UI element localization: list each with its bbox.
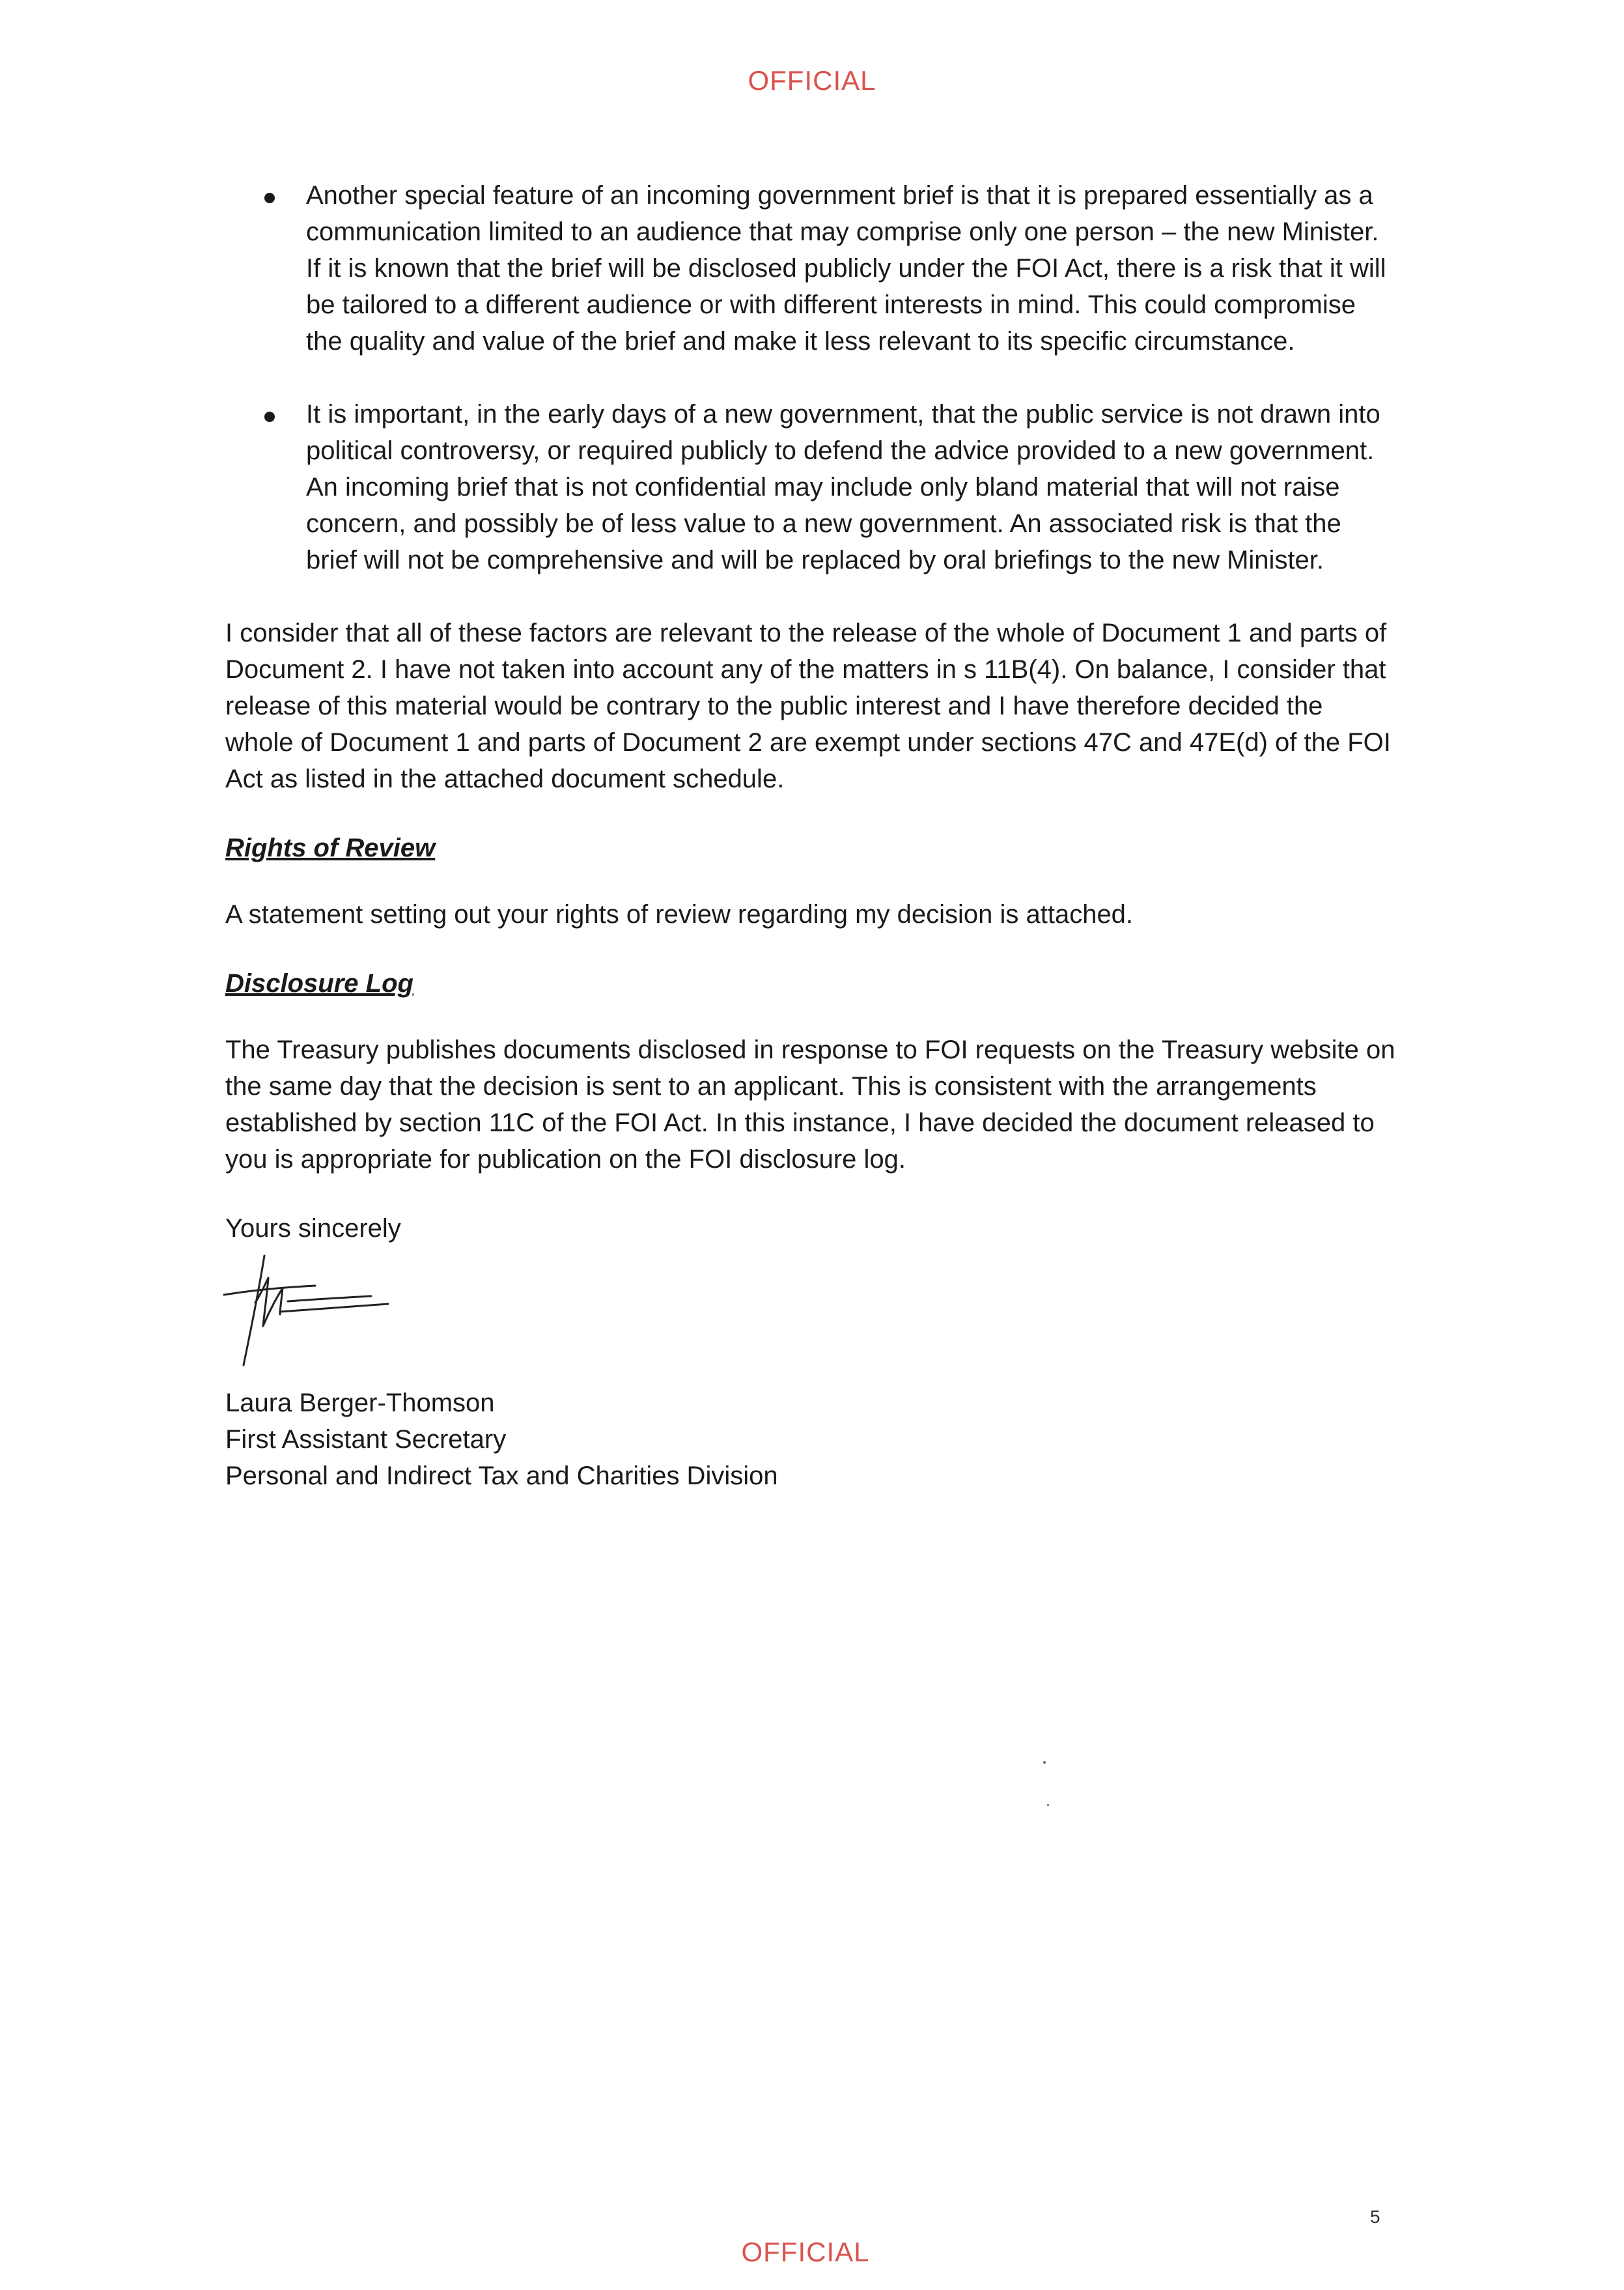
disclosure-log-paragraph: The Treasury publishes documents disclosed in response to FOI requests on the Treasury website on the same day that the decision is sent to an applicant. This is consistent with the arrangements established by section 11C of the FOI Act. In this instance, I have decided the document released to you is appropriate for publication on the FOI disclosure log. [225,1036,1395,1174]
bullet-item [225,396,1397,578]
signatory-division: Personal and Indirect Tax and Charities Division [225,1462,778,1490]
security-marking-footer: OFFICIAL [741,2237,870,2267]
security-marking-header: OFFICIAL [748,65,876,96]
bullet-dot-icon [264,193,275,203]
bullet-item [225,177,1397,360]
bullet-text: Another special feature of an incoming government brief is that it is prepared essentially as a communication limited to an audience that may comprise only one person – the new Minister. If it is known that the brief will be disclosed publicly under the FOI Act, there is a risk that it will be tailored to a different audience or with different interests in mind. This could compromise the quality and value of the brief and make it less relevant to its specific circumstance. [306,181,1386,356]
signatory-name: Laura Berger-Thomson [225,1389,495,1417]
bullet-text: It is important, in the early days of a new government, that the public service is not drawn into political controversy, or required publicly to defend the advice provided to a new government. An incoming brief that is not confidential may include only bland material that will not raise concern, and possibly be of less value to a new government. An associated risk is that the brief will not be comprehensive and will be replaced by oral briefings to the new Minister. [306,400,1380,574]
closing-line: Yours sincerely [225,1214,401,1243]
rights-of-review-paragraph: A statement setting out your rights of review regarding my decision is attached. [225,900,1134,929]
signatory-title: First Assistant Secretary [225,1425,507,1454]
signature-icon [217,1249,400,1373]
bullet-list [225,177,1397,578]
disclosure-log-heading: Disclosure Log [225,969,413,998]
rights-of-review-heading: Rights of Review [225,834,436,862]
letter-body [225,177,1397,1494]
bullet-dot-icon [264,412,275,422]
page-number: 5 [1370,2207,1380,2227]
scan-speck [1047,1804,1049,1806]
scan-speck [1043,1761,1046,1764]
conclusion-paragraph: I consider that all of these factors are relevant to the release of the whole of Document 1 and parts of Document 2. I have not taken into account any of the matters in s 11B(4). On balance, I consider that release of this material would be contrary to the public interest and I have therefore decided the whole of Document 1 and parts of Document 2 are exempt under sections 47C and 47E(d) of the FOI Act as listed in the attached document schedule. [225,619,1391,793]
signoff-block [225,1210,1397,1494]
